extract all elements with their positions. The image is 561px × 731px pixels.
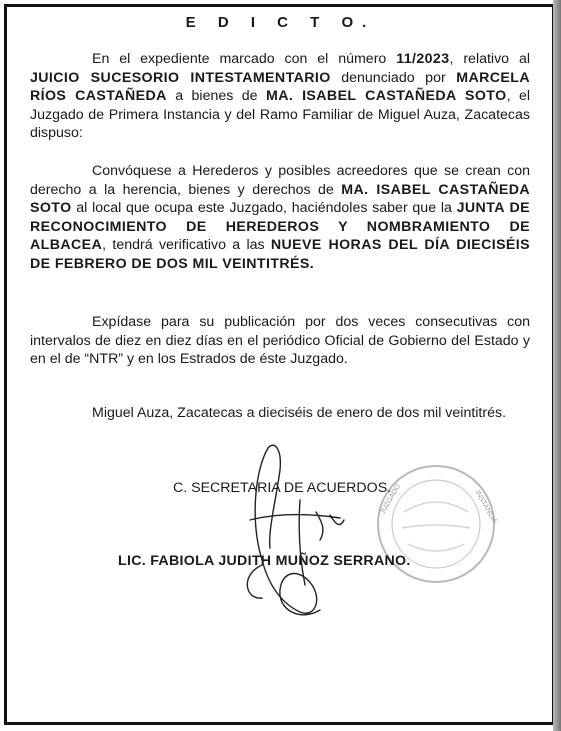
secretaria-label: C. SECRETARIA DE ACUERDOS.	[173, 480, 392, 496]
firmante-name: LIC. FABIOLA JUDITH MUÑOZ SERRANO.	[118, 553, 411, 569]
paragraph-expediente: En el expediente marcado con el número 11/2023, relativo al JUICIO SUCESORIO INTESTAMENTARIO denunciado por MARCELA RÍOS CASTAÑEDA a bienes de MA. ISABEL CASTAÑEDA SOTO, el Juzgado de Primera Instancia y del Ramo Familiar de Miguel Auza, Zacatecas dispuso:	[30, 51, 531, 142]
paragraph-publicacion: Expídase para su publicación por dos veces consecutivas con intervalos de diez en diez días en el periódico Oficial de Gobierno del Estado y en el de “NTR” y en los Estrados de éste Juzgado.	[30, 314, 530, 368]
document-title: E D I C T O.	[185, 14, 376, 31]
paragraph-lugar-fecha: Miguel Auza, Zacatecas a dieciséis de enero de dos mil veintitrés.	[92, 405, 507, 421]
paragraph-convocatoria: Convóquese a Herederos y posibles acreedores que se crean con derecho a la herencia, bienes y derechos de MA. ISABEL CASTAÑEDA SOTO al local que ocupa este Juzgado, haciéndoles saber que la JUNTA DE RECONOCIMIENTO DE HEREDEROS Y NOMBRAMIENTO DE ALBACEA, tendrá verificativo a las NUEVE HORAS DEL DÍA DIECISÉIS DE FEBRERO DE DOS MIL VEINTITRÉS.	[30, 163, 531, 272]
svg-text:INSTANCIA: INSTANCIA	[473, 489, 498, 525]
svg-text:JUZGADO: JUZGADO	[379, 483, 403, 516]
